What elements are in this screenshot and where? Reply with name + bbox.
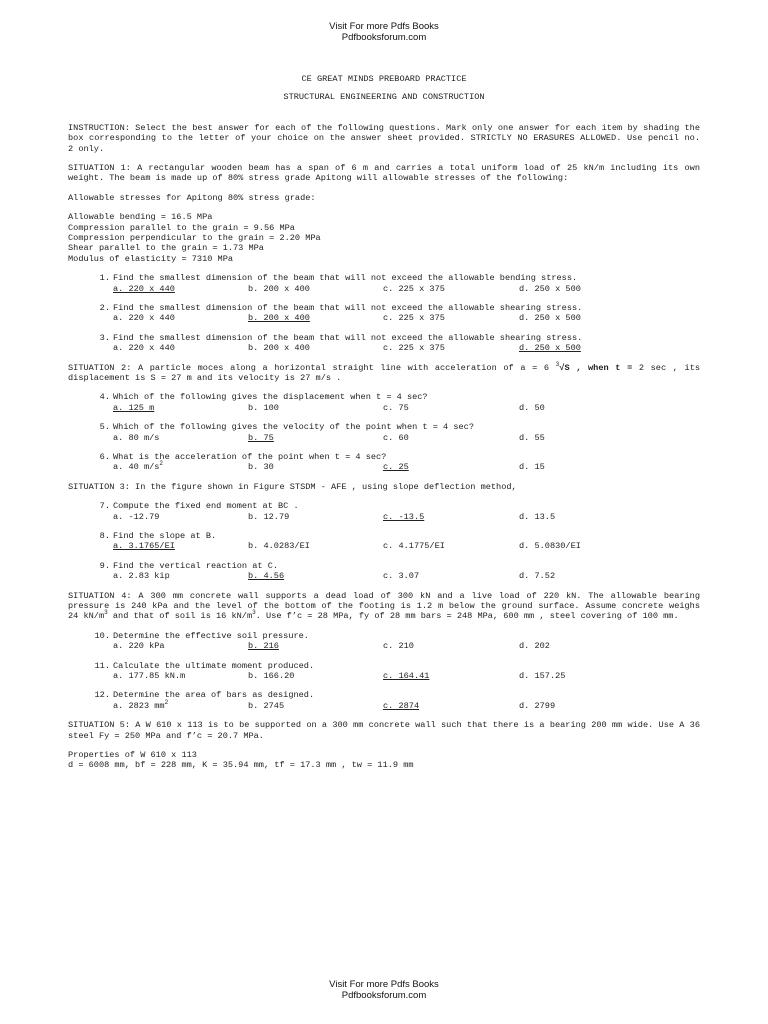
situation-4-text [68, 591, 700, 622]
situation-1-text: SITUATION 1: A rectangular wooden beam has a span of 6 m and carries a total uniform load of 25 kN/m including its own weight. The beam is made up of 80% stress grade Apitong will allowable stresses of the following: [68, 163, 700, 184]
property-line: Compression parallel to the grain = 9.56 MPa [68, 222, 295, 233]
question-text: Which of the following gives the velocity of the point when t = 4 sec? [113, 422, 474, 433]
answer-choice: b. 30 [248, 462, 274, 473]
property-line: Shear parallel to the grain = 1.73 MPa [68, 243, 264, 254]
question-text: Calculate the ultimate moment produced. [113, 660, 315, 671]
answer-choice: a. 80 m/s [113, 432, 160, 443]
question-text: Compute the fixed end moment at BC . [113, 501, 299, 512]
properties-values: d = 6008 mm, bf = 228 mm, K = 35.94 mm, tf = 17.3 mm , tw = 11.9 mm [68, 760, 414, 771]
question-item [68, 392, 700, 413]
property-line: Modulus of elasticity = 7310 MPa [68, 253, 234, 264]
answer-choice: d. 2799 [519, 700, 556, 711]
situation-2-when: , when t = [569, 362, 633, 373]
answer-choices [113, 571, 700, 581]
question-number: 1. [99, 273, 110, 284]
answer-choice-correct: a. 125 m [113, 402, 155, 413]
document-subtitle: STRUCTURAL ENGINEERING AND CONSTRUCTION [283, 92, 485, 103]
question-item [68, 661, 700, 682]
answer-choice: d. 15 [519, 462, 545, 473]
answer-choice: c. 225 x 375 [383, 343, 445, 354]
answer-choice: d. 5.0830/EI [519, 541, 581, 552]
answer-choice-correct: b. 216 [248, 641, 279, 652]
allowable-stresses-heading: Allowable stresses for Apitong 80% stress grade: [68, 192, 316, 203]
question-number: 6. [99, 452, 110, 462]
question-number: 8. [99, 531, 110, 541]
answer-choices [113, 284, 700, 294]
situation-4-text-part: SITUATION 4: A 300 mm concrete wall supports a dead load of 300 kN and a live load of 220 kN. The allowable bearing pressure is 240 kPa and the level of the bottom of the footing is 1.2 m below the ground surface. Assume concrete weighs 24 kN/m [68, 590, 700, 622]
answer-choice-correct: c. 25 [383, 462, 409, 473]
properties-heading: Properties of W 610 x 113 [68, 750, 197, 761]
question-number: 12. [94, 690, 110, 701]
situation-4-questions [68, 631, 700, 711]
answer-choices [113, 343, 700, 353]
question-number: 5. [99, 422, 110, 433]
question-item [68, 333, 700, 354]
banner-line-2: Pdfbooksforum.com [341, 32, 427, 43]
header-banner [0, 21, 768, 43]
question-item [68, 501, 700, 522]
answer-choice: a. 220 x 440 [113, 313, 175, 324]
answer-choice-correct: b. 75 [248, 432, 274, 443]
document-page [68, 74, 700, 771]
document-title: CE GREAT MINDS PREBOARD PRACTICE [301, 74, 467, 84]
square-root-s: √S [559, 362, 570, 373]
answer-choices [113, 462, 700, 472]
banner-line-1: Visit For more Pdfs Books [329, 21, 439, 32]
answer-choices [113, 403, 700, 413]
superscript: 2 [164, 698, 169, 706]
question-text: Find the vertical reaction at C. [113, 560, 279, 571]
answer-choice: c. 225 x 375 [383, 283, 445, 294]
answer-choice: b. 100 [248, 402, 279, 413]
answer-choice-correct: a. 220 x 440 [113, 283, 175, 294]
footer-banner [0, 979, 768, 1001]
answer-choice: c. 60 [383, 432, 409, 443]
root-index: 3 [555, 360, 560, 368]
answer-choice: a. -12.79 [113, 511, 160, 522]
instruction-paragraph: INSTRUCTION: Select the best answer for each of the following questions. Mark only one answer for each item by shading the box corresponding to the letter of your choice on the answer sheet provided. STRICTLY NO ERASURES ALLOWED. Use pencil no. 2 only. [68, 122, 700, 154]
situation-3-text: SITUATION 3: In the figure shown in Figure STSDM - AFE , using slope deflection method, [68, 481, 517, 492]
question-item [68, 561, 700, 582]
answer-choice-correct: d. 250 x 500 [519, 343, 581, 354]
question-number: 9. [99, 560, 110, 571]
question-number: 7. [99, 501, 110, 512]
answer-choice-correct: c. 164.41 [383, 671, 430, 682]
answer-choice-correct: b. 4.56 [248, 571, 285, 582]
answer-choice: a. 2.83 kip [113, 571, 170, 582]
answer-choice-correct: c. 2874 [383, 700, 420, 711]
banner-line-1: Visit For more Pdfs Books [329, 979, 439, 990]
answer-choice: d. 250 x 500 [519, 283, 581, 294]
answer-choice-correct: c. -13.5 [383, 511, 425, 522]
superscript: 2 [159, 460, 164, 468]
situation-2-text-part: SITUATION 2: A particle moces along a horizontal straight line with acceleration of a = 6 [68, 362, 556, 373]
situation-4-text-part: . Use f’c = 28 MPa, fy of 28 mm bars = 248 MPa, 600 mm , steel covering of 100 mm. [255, 611, 679, 622]
question-item [68, 531, 700, 552]
question-number: 2. [99, 303, 110, 313]
question-number: 4. [99, 392, 110, 403]
answer-choice: d. 157.25 [519, 671, 566, 682]
answer-choices [113, 541, 700, 551]
answer-choices [113, 698, 700, 711]
question-number: 11. [94, 660, 110, 671]
answer-choice-correct: a. 3.1765/EI [113, 541, 175, 552]
answer-choice: b. 12.79 [248, 511, 290, 522]
answer-choice: c. 210 [383, 641, 414, 652]
situation-2-text [68, 360, 701, 384]
answer-choice-correct: b. 200 x 400 [248, 313, 310, 324]
question-text: Determine the effective soil pressure. [113, 630, 309, 641]
situation-2-text-part: 2 sec , its displacement is S = 27 m and its velocity is 27 m/s . [68, 362, 701, 383]
question-text: Find the smallest dimension of the beam that will not exceed the allowable bending stress. [113, 273, 578, 284]
question-number: 3. [99, 332, 110, 343]
answer-choice: b. 2745 [248, 700, 285, 711]
situation-5-text: SITUATION 5: A W 610 x 113 is to be supported on a 300 mm concrete wall such that there is a bearing 200 mm wide. Use A 36 steel Fy = 250 MPa and f’c = 20.7 MPa. [68, 720, 700, 741]
question-item [68, 273, 700, 294]
situation-4-text-part: and that of soil is 16 kN/m [107, 611, 253, 622]
question-item [68, 690, 700, 711]
answer-choices [113, 641, 700, 651]
question-text: What is the acceleration of the point when t = 4 sec? [113, 452, 387, 462]
question-text: Which of the following gives the displacement when t = 4 sec? [113, 392, 428, 403]
situation-3-questions [68, 501, 700, 581]
answer-choice: c. 225 x 375 [383, 313, 445, 324]
answer-choice: d. 55 [519, 432, 545, 443]
superscript: 3 [252, 609, 256, 617]
property-line: Compression perpendicular to the grain = 2.20 MPa [68, 233, 321, 244]
answer-choices [113, 512, 700, 522]
situation-2-questions [68, 392, 700, 472]
question-text: Find the smallest dimension of the beam that will not exceed the allowable shearing stress. [113, 303, 583, 313]
superscript: 3 [104, 609, 108, 617]
property-line: Allowable bending = 16.5 MPa [68, 212, 213, 223]
answer-choice: b. 200 x 400 [248, 283, 310, 294]
answer-choice: c. 3.07 [383, 571, 420, 582]
situation-1-questions [68, 273, 700, 353]
answer-choice: c. 4.1775/EI [383, 541, 445, 552]
question-text: Determine the area of bars as designed. [113, 690, 315, 701]
answer-choice: c. 75 [383, 402, 409, 413]
answer-choice: a. 220 kPa [113, 641, 165, 652]
answer-choices [113, 313, 700, 323]
answer-choice: a. 2823 $mm^2$ [113, 698, 169, 711]
answer-choice: a. 40 $m/s^2$ [113, 460, 164, 473]
answer-choice: b. 4.0283/EI [248, 541, 310, 552]
allowable-stresses-list [68, 212, 700, 264]
question-item [68, 452, 700, 473]
answer-choice: d. 202 [519, 641, 550, 652]
answer-choice: d. 13.5 [519, 511, 556, 522]
question-item [68, 303, 700, 324]
answer-choice: b. 166.20 [248, 671, 295, 682]
answer-choice: d. 50 [519, 402, 545, 413]
answer-choices [113, 433, 700, 443]
question-text: Find the slope at B. [113, 531, 217, 541]
answer-choice: b. 200 x 400 [248, 343, 310, 354]
question-item [68, 631, 700, 652]
answer-choice: d. 7.52 [519, 571, 556, 582]
w-section-properties [68, 750, 700, 771]
banner-line-2: Pdfbooksforum.com [341, 990, 427, 1001]
question-text: Find the smallest dimension of the beam that will not exceed the allowable shearing stress. [113, 332, 583, 343]
question-item [68, 422, 700, 443]
answer-choice: a. 177.85 kN.m [113, 671, 186, 682]
answer-choices [113, 671, 700, 681]
answer-choice: d. 250 x 500 [519, 313, 581, 324]
answer-choice: a. 220 x 440 [113, 343, 175, 354]
question-number: 10. [94, 630, 110, 641]
